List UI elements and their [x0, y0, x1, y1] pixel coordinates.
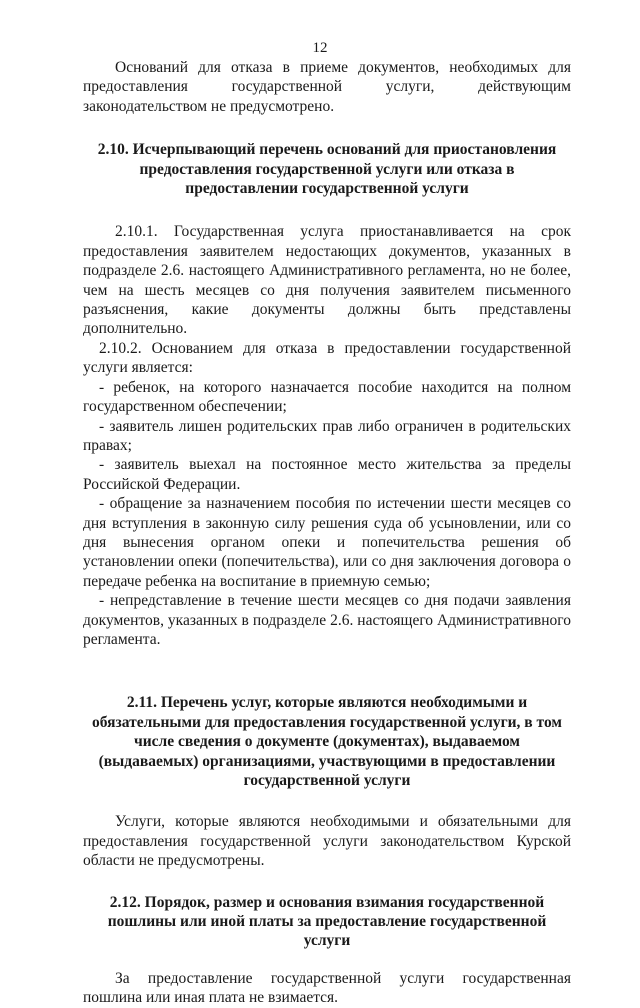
document-body [83, 58, 571, 1008]
section-2-12-heading: 2.12. Порядок, размер и основания взимания государственной пошлины или иной платы за предоставление государственной услуги [107, 893, 547, 950]
section-2-11-heading: 2.11. Перечень услуг, которые являются необходимыми и обязательными для предоставления государственной услуги, в том числе сведения о документе (документах), выдаваемом (выдаваемых) организациями, участвующими в предоставлении государственной услуги [92, 694, 562, 789]
section-2-12-text: За предоставление государственной услуги государственная пошлина или иная плата не взимается. [83, 969, 571, 1007]
section-2-11-text: Услуги, которые являются необходимыми и обязательными для предоставления государственной услуги законодательством Курской области не предусмотрены. [83, 813, 571, 870]
page-number: 12 [312, 40, 328, 56]
list-item: - заявитель лишен родительских прав либо ограничен в родительских правах; [83, 417, 571, 454]
list-item: - непредставление в течение шести месяцев со дня подачи заявления документов, указанных в подразделе 2.6. настоящего Административного регламента. [83, 592, 571, 648]
list-item: - заявитель выехал на постоянное место жительства за пределы Российской Федерации. [83, 456, 571, 493]
paragraph-2-10-1: 2.10.1. Государственная услуга приостанавливается на срок предоставления заявителем недостающих документов, указанных в подразделе 2.6. настоящего Административного регламента, но не более, чем на шесть месяцев со дня получения заявителем письменного разъяснения, какие документы должны быть представлены дополнительно. [83, 223, 571, 338]
section-2-10-heading: 2.10. Исчерпывающий перечень оснований для приостановления предоставления государственной услуги или отказа в предоставлении государственной услуги [97, 141, 557, 198]
paragraph-2-10-2: 2.10.2. Основанием для отказа в предоставлении государственной услуги является: [83, 339, 571, 377]
list-item: - обращение за назначением пособия по истечении шести месяцев со дня вступления в законную силу решения суда об усыновлении, или со дня вынесения органом опеки и попечительства решения об установлении опеки (попечительства), или со дня заключения договора о передаче ребенка на воспитание в приемную семью; [83, 495, 571, 590]
list-item: - ребенок, на которого назначается пособие находится на полном государственном обеспечении; [83, 378, 571, 416]
intro-paragraph: Оснований для отказа в приеме документов, необходимых для предоставления государственной услуги, действующим законодательством не предусмотрено. [83, 59, 571, 115]
